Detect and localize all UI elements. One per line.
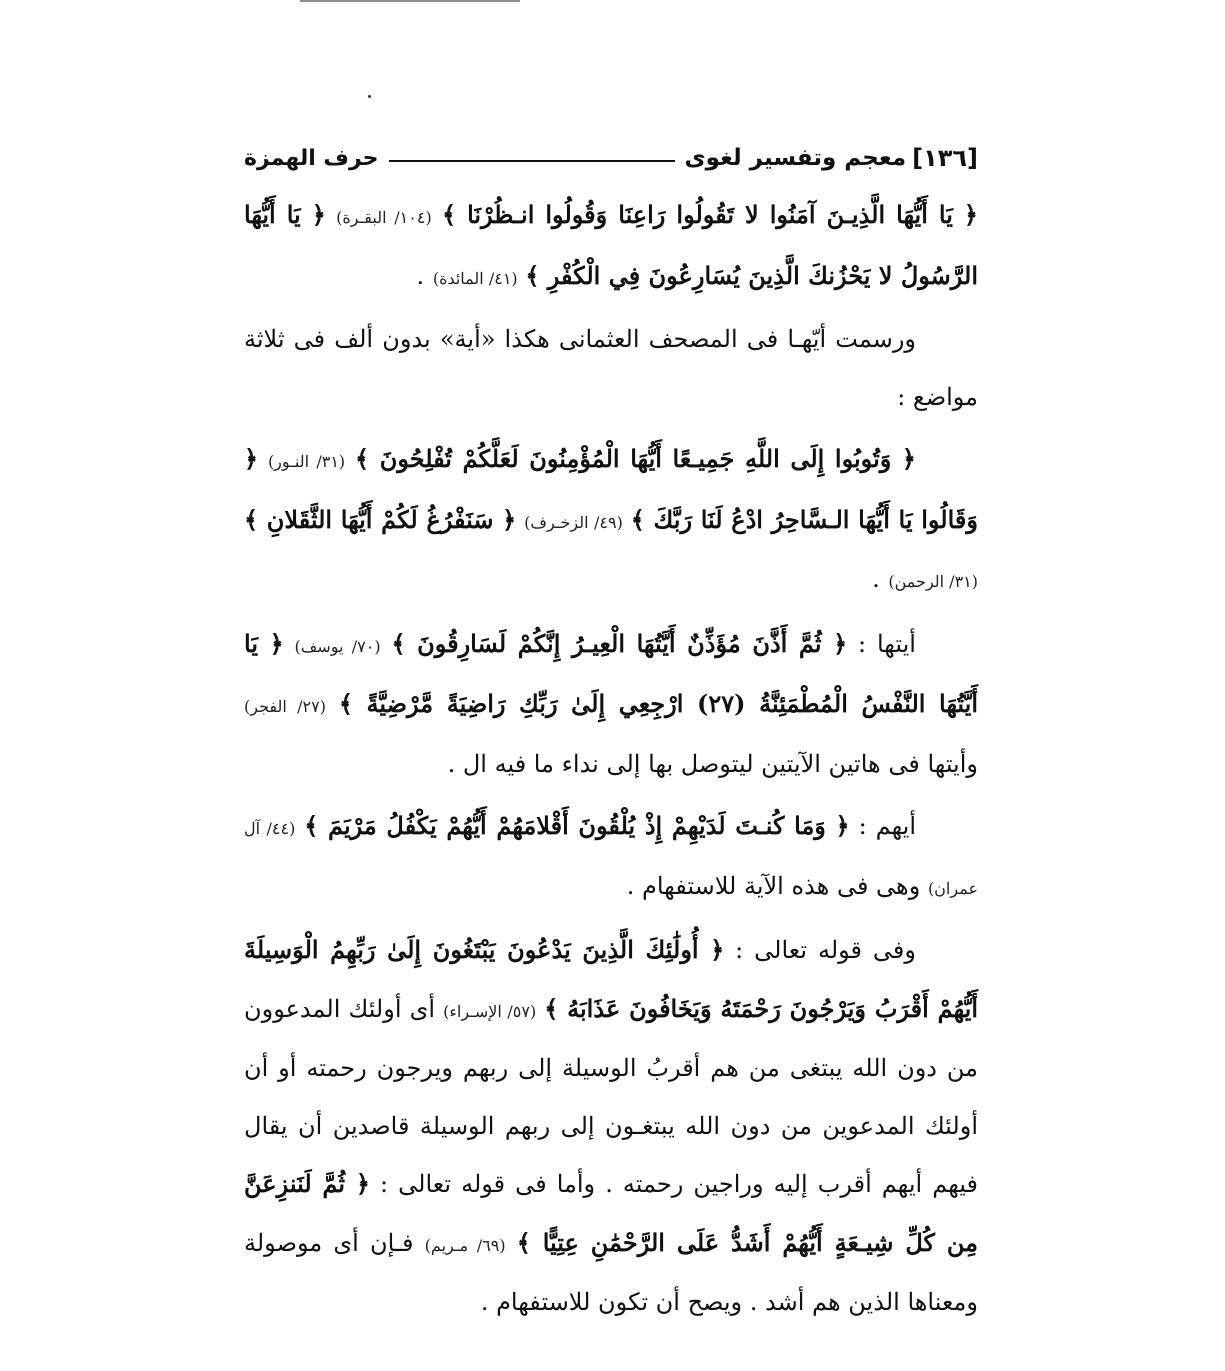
verse-reference: (٣١/ النـور) xyxy=(267,452,346,471)
lead-word: وفى قوله تعالى : xyxy=(735,936,916,964)
page-header xyxy=(244,138,978,178)
verse-reference: (٢٧/ الفجر) xyxy=(244,697,326,716)
section-name: حرف الهمزة xyxy=(244,145,379,171)
verse-reference: (٥٧/ الإسـراء) xyxy=(443,1001,537,1021)
verse-reference: (٣١/ الرحمن) xyxy=(888,572,978,591)
book-title: معجم وتفسير لغوى xyxy=(684,145,907,171)
body-text: أى أولئك المدعوون من دون الله يبتغى من هم أقربُ الوسيلة إلى ربهم ويرجون رحمته أو أن أولئك المدعوين من دون الله يبتغـون إلى ربهم الوسيلة قاصدين أن يقال فيهم أيهم أقرب إليه وراجين رحمته . وأما فى قوله تعالى : xyxy=(244,994,978,1198)
verse-reference: (٤٩/ الزخـرف) xyxy=(524,512,623,532)
body-text: وهى فى هذه الآية للاستفهام . xyxy=(626,871,921,900)
verse-reference: (٤٤/ آل عمران) xyxy=(244,819,978,898)
lead-word: أيتها : xyxy=(858,629,916,658)
body-text: ورسمت أيّهـا فى المصحف العثمانى هكذا «أية» بدون ألف فى ثلاثة مواضع : xyxy=(244,325,978,411)
quran-verse: ﴿ ثُمَّ لَنَنزِعَنَّ مِن كُلِّ شِيـعَةٍ أَيُّهُمْ أَشَدُّ عَلَى الرَّحْمَٰنِ عِتِيًّا ﴾ xyxy=(244,1169,978,1257)
paragraph-3 xyxy=(244,430,978,611)
verse-reference: (٦٩/ مـريم) xyxy=(424,1235,506,1255)
quran-verse: ﴿ وَتُوبُوا إِلَى اللَّهِ جَمِيـعًا أَيُّهَا الْمُؤْمِنُونَ لَعَلَّكُمْ تُفْلِحُونَ ﴾ xyxy=(355,444,916,473)
page-body xyxy=(244,186,978,1332)
quran-verse: ﴿ يَا أَيُّهَا الرَّسُولُ لا يَحْزُنكَ الَّذِينَ يُسَارِعُونَ فِي الْكُفْرِ ﴾ xyxy=(244,200,978,290)
verse-reference: (٧٠/ يوسف) xyxy=(294,636,381,656)
lead-word: أيهم : xyxy=(858,812,916,840)
paragraph-6 xyxy=(244,921,978,1332)
verse-reference: (٤١/ المائدة) xyxy=(432,268,518,288)
sentence-end: . xyxy=(872,565,880,593)
quran-verse: ﴿ وَقَالُوا يَا أَيُّهَا الـسَّاحِرُ ادْعُ لَنَا رَبَّكَ ﴾ xyxy=(244,444,978,534)
quran-verse: ﴿ سَنَفْرُغُ لَكُمْ أَيُّهَا الثَّقَلانِ ﴾ xyxy=(244,504,517,534)
quran-verse: ﴿ يَا أَيَّتُهَا النَّفْسُ الْمُطْمَئِنَّةُ (٢٧) ارْجِعِي إِلَىٰ رَبِّكِ رَاضِيَةً مَّرْضِيَّةً ﴾ xyxy=(244,628,978,718)
scan-speck xyxy=(368,95,371,98)
body-text: فـإن أى موصولة ومعناها الذين هم أشد . ويصح أن تكون للاستفهام . xyxy=(244,1228,978,1316)
paragraph-5 xyxy=(244,797,978,917)
verse-reference: (١٠٤/ البقـرة) xyxy=(336,208,432,227)
quran-verse: ﴿ يَا أَيُّهَا الَّذِيـنَ آمَنُوا لا تَقُولُوا رَاعِنَا وَقُولُوا انـظُرْنَا ﴾ xyxy=(441,200,978,229)
quran-verse: ﴿ وَمَا كُنـتَ لَدَيْهِمْ إِذْ يُلْقُونَ أَقْلامَهُمْ أَيُّهُمْ يَكْفُلُ مَرْيَمَ ﴾ xyxy=(304,811,850,840)
body-text: وأيتها فى هاتين الآيتين ليتوصل بها إلى نداء ما فيه ال . xyxy=(447,749,978,778)
paragraph-4 xyxy=(244,615,978,794)
sentence-end: . xyxy=(416,261,425,290)
header-rule xyxy=(389,160,675,162)
page-number: [١٣٦] xyxy=(912,144,978,172)
paragraph-2 xyxy=(244,311,978,426)
scan-edge-mark xyxy=(300,0,520,6)
quran-verse: ﴿ ثُمَّ أَذَّنَ مُؤَذِّنٌ أَيَّتُهَا الْعِيـرُ إِنَّكُمْ لَسَارِقُونَ ﴾ xyxy=(391,628,848,658)
paragraph-1 xyxy=(244,186,978,307)
quran-verse: ﴿ أُولَٰئِكَ الَّذِينَ يَدْعُونَ يَبْتَغُونَ إِلَىٰ رَبِّهِمُ الْوَسِيلَةَ أَيُّهُمْ أَقْرَبُ وَيَرْجُونَ رَحْمَتَهُ وَيَخَافُونَ عَذَابَهُ ﴾ xyxy=(244,935,978,1023)
